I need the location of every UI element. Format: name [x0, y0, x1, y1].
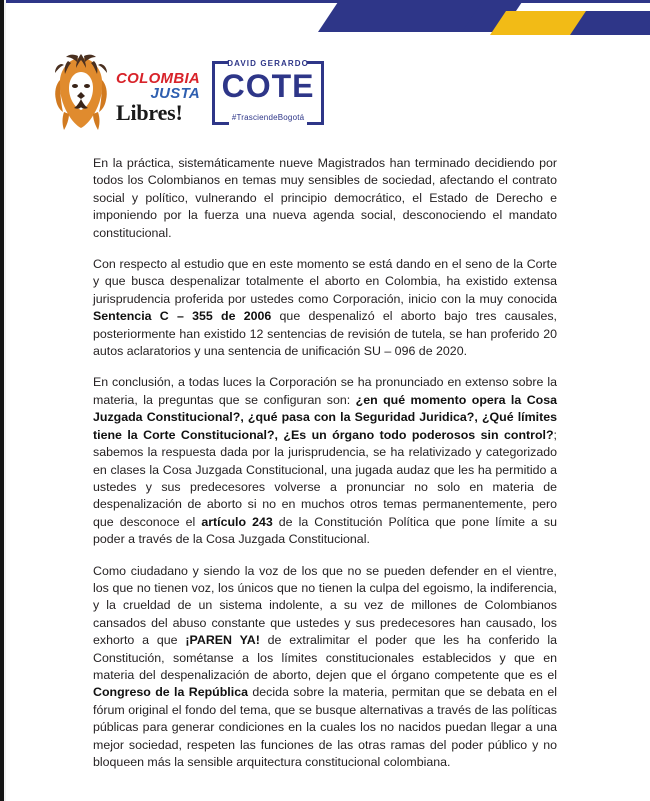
- body-text-run: que despenalizó el aborto bajo tres causales, posteriormente han existido 12 sentencias de revisión de tutela, se han proferido 20 autos aclaratorios y una sentencia de unificación SU – 096 de 2020.: [93, 309, 558, 359]
- paragraph: [93, 256, 557, 360]
- emphasis-text: Sentencia C – 355 de 2006: [93, 309, 272, 324]
- cjl-line-colombia: COLOMBIA: [116, 69, 201, 87]
- cjl-wordmark: [116, 61, 200, 124]
- colombia-justa-libres-logo: [50, 52, 200, 132]
- banner-top-rule: [4, 0, 650, 3]
- emphasis-text: ¡PAREN YA!: [185, 633, 260, 648]
- body-text-run: Con respecto al estudio que en este momento se está dando en el seno de la Corte y que busca despenalizar totalmente el aborto en Colombia, ha existido extensa jurisprudencia proferida por ustedes como Corporación, inicio con la muy conocida: [93, 257, 557, 306]
- emphasis-text: artículo 243: [201, 514, 273, 529]
- cjl-line-justa: JUSTA: [150, 84, 201, 102]
- body-text-run: ; sabemos la respuesta dada por la jurisprudencia, se ha relativizado y categorizado en clases la Cosa Juzgada Constitucional, una jugada audaz que les ha permitido a ustedes y sus predecesores volverse a pronunciar no solo en materia de despenalización de aborto si no en muchos otros temas permanentemente, pero que desconoce el: [93, 427, 557, 529]
- cote-name-line: DAVID GERARDO: [227, 59, 309, 68]
- paragraph: [93, 374, 557, 548]
- cjl-line-libres: Libres!: [116, 99, 183, 125]
- body-text-run: de la Constitución Política que pone límite a su poder a través de la Cosa Juzgada Constitucional.: [93, 514, 558, 547]
- body-text-run: decida sobre la materia, permitan que se debata en el fórum original el fondo del tema, que se busque alternativas a través de las políticas públicas para generar condiciones en la cuales los no nacidos puedan llegar a una mejor sociedad, respeten las funciones de las otras ramas del poder público y no bloqueen más la sensible arquitectura constitucional colombiana.: [93, 685, 557, 769]
- document-body: [93, 155, 557, 771]
- scan-edge-left: [0, 0, 4, 801]
- body-text-run: Como ciudadano y siendo la voz de los que no se pueden defender en el vientre, los que no tienen voz, los únicos que no tienen la culpa del egoismo, la indiferencia, y la crueldad de un sistema indolente, a su vez de millones de Colombianos cansados del abuso constante que ustedes y sus predecesores han causado, los exhorto a que: [93, 563, 557, 648]
- body-text-run: En la práctica, sistemáticamente nueve Magistrados han terminado decidiendo por todos los Colombianos en temas muy sensibles de sociedad, afectando el contrato social y político, vulnerando el principio democrático, el Estado de Derecho e imponiendo por la fuerza una nueva agenda social, desconociendo el mandato constitucional.: [93, 156, 557, 240]
- cote-hashtag: #TrasciendeBogotá: [231, 113, 305, 122]
- emphasis-text: Congreso de la República: [93, 685, 248, 700]
- paragraph: [93, 155, 557, 242]
- body-text-run: de extralimitar el poder que les ha conferido la Constitución, sométanse a los límites constitucionales establecidos y que en materia del despenalización de aborto, dejen que el órgano competente que es el: [93, 633, 557, 682]
- emphasis-text: ¿en qué momento opera la Cosa Juzgada Constitucional?, ¿qué pasa con la Seguridad Juridica?, ¿Qué límites tiene la Corte Constitucional?, ¿Es un órgano todo poderosos sin control?: [93, 392, 558, 442]
- cote-surname: COTE: [221, 68, 315, 104]
- david-gerardo-cote-logo: [212, 53, 324, 131]
- lion-icon: [50, 52, 112, 132]
- logo-row: [50, 52, 324, 132]
- paragraph: [93, 563, 557, 772]
- header-banner: [0, 0, 650, 40]
- scan-edge-left-inner: [4, 0, 6, 801]
- body-text-run: En conclusión, a todas luces la Corporación se ha pronunciado en extenso sobre la materia, la preguntas que se configuran son:: [93, 375, 557, 407]
